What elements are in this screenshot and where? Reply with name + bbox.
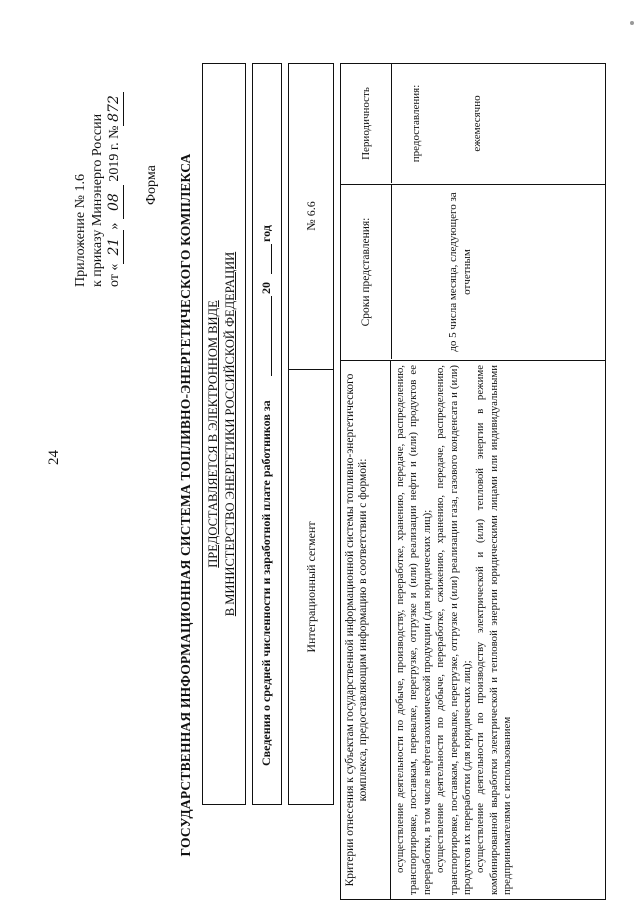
criteria-body	[394, 365, 515, 895]
criteria-paragraph: осуществление деятельности по добыче, производству, переработке, хранению, передаче, распределению, транспортировке, поставкам, перевалке, перегрузке, отгрузке и (или) реализации нефти и (или) продуктов ее переработки, в том числе нефтегазохимической продукции (для юридических лиц);	[394, 365, 433, 895]
scan-dot	[630, 21, 634, 25]
appendix-line2: к приказу Минэнерго России	[90, 113, 105, 287]
report-title: Сведения о средней численности и заработной плате работников за	[259, 400, 273, 766]
appendix-month: 08	[106, 185, 124, 219]
period-value: ежемесячно	[471, 95, 483, 152]
deadline-header: Сроки представления:	[341, 185, 392, 359]
form-label: Форма	[144, 165, 159, 205]
appendix-date-prefix: от «	[107, 263, 122, 287]
segment-number: № 6.6	[304, 201, 318, 231]
provided-box	[202, 63, 246, 805]
appendix-day: 21	[106, 230, 124, 264]
page-number: 24	[46, 450, 62, 465]
appendix-number: 872	[106, 92, 124, 126]
report-year-suffix: год	[259, 225, 273, 242]
criteria-paragraph: осуществление деятельности по добыче, переработке, сжижению, хранению, передаче, распределению, транспортировке, поставкам, перевалке, перегрузке, отгрузке и (или) реализации газа, газового конденсата и (или) продуктов их переработки (для юридических лиц);	[434, 365, 474, 895]
deadline-value: до 5 числа месяца, следующего за отчетным	[447, 192, 473, 352]
appendix-block	[72, 27, 124, 287]
appendix-date-mid: »	[107, 219, 122, 230]
period-header: Периодичность предоставления:	[341, 64, 392, 183]
report-period-blank	[271, 296, 272, 376]
segment-label: Интеграционный сегмент	[289, 369, 333, 804]
criteria-paragraph: осуществление деятельности по производству электрической и (или) тепловой энергии в режиме комбинированной выработки электрической и тепловой энергии юридическими лицами или индивидуальными предпринимателями с использованием	[474, 365, 514, 895]
criteria-table	[340, 63, 606, 900]
deadline-column	[341, 184, 605, 359]
period-column	[341, 64, 605, 183]
criteria-column	[341, 360, 605, 899]
appendix-line1: Приложение № 1.6	[73, 174, 88, 287]
segment-box	[288, 63, 334, 805]
appendix-line3	[106, 27, 124, 287]
provided-line1: ПРЕДОСТАВЛЯЕТСЯ В ЭЛЕКТРОННОМ ВИДЕ	[206, 300, 220, 568]
provided-line2: В МИНИСТЕРСТВО ЭНЕРГЕТИКИ РОССИЙСКОЙ ФЕДЕРАЦИИ	[223, 251, 237, 617]
appendix-year: 2019 г. №	[107, 125, 122, 186]
criteria-header: Критерии отнесения к субъектам государственной информационной системы топливно-энергетического комплекса, предоставляющим информацию в соответствии с формой:	[341, 361, 391, 899]
report-year-blank	[271, 244, 272, 274]
main-title: ГОСУДАРСТВЕННАЯ ИНФОРМАЦИОННАЯ СИСТЕМА ТОПЛИВНО-ЭНЕРГЕТИЧЕСКОГО КОМПЛЕКСА	[178, 153, 193, 857]
report-year-prefix: 20	[259, 282, 273, 294]
report-title-box	[252, 63, 282, 805]
